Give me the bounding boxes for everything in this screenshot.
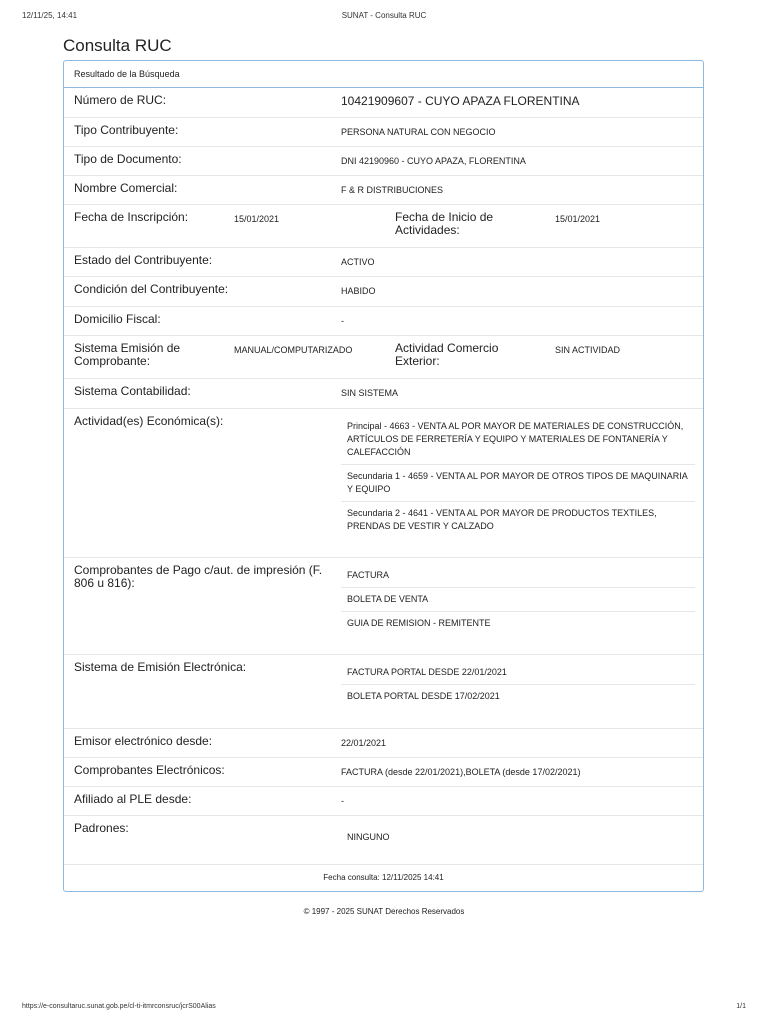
row-ruc — [64, 88, 703, 118]
condicion-value: HABIDO — [341, 286, 376, 296]
row-comprobantes-pago — [64, 558, 703, 655]
result-panel — [63, 60, 704, 892]
copyright: © 1997 - 2025 SUNAT Derechos Reservados — [303, 907, 465, 916]
row-emisor-desde — [64, 729, 703, 758]
list-item: BOLETA DE VENTA — [341, 588, 695, 612]
row-condicion — [64, 277, 703, 307]
sistema-contabilidad-label: Sistema Contabilidad: — [74, 384, 191, 398]
list-item: BOLETA PORTAL DESDE 17/02/2021 — [347, 691, 500, 701]
actividades-list — [341, 415, 695, 538]
list-item: FACTURA PORTAL DESDE 22/01/2021 — [341, 661, 695, 685]
sistema-emision-label: Sistema Emisión de Comprobante: — [74, 341, 181, 368]
list-item: NINGUNO — [347, 832, 390, 842]
sistema-emision-value: MANUAL/COMPUTARIZADO — [234, 345, 353, 355]
fecha-consulta: Fecha consulta: 12/11/2025 14:41 — [323, 873, 444, 882]
row-estado — [64, 248, 703, 277]
row-sistema-contabilidad — [64, 379, 703, 409]
tipo-contribuyente-value: PERSONA NATURAL CON NEGOCIO — [341, 127, 496, 137]
fecha-inscripcion-label: Fecha de Inscripción: — [74, 210, 189, 224]
sistema-contabilidad-value: SIN SISTEMA — [341, 388, 399, 398]
row-padrones — [64, 816, 703, 865]
comprobantes-pago-label: Comprobantes de Pago c/aut. de impresión (F. 806 u 816): — [74, 563, 323, 590]
row-fechas — [64, 205, 703, 248]
row-sistema-emision-electronica — [64, 655, 703, 729]
print-page-number: 1/1 — [736, 1003, 746, 1010]
domicilio-label: Domicilio Fiscal: — [74, 312, 161, 326]
fecha-inscripcion-value: 15/01/2021 — [234, 214, 280, 224]
row-domicilio — [64, 307, 703, 336]
padrones-label: Padrones: — [74, 821, 129, 835]
sistema-emision-electronica-label: Sistema de Emisión Electrónica: — [74, 660, 247, 674]
tipo-documento-value: DNI 42190960 - CUYO APAZA, FLORENTINA — [341, 156, 526, 166]
row-afiliado-ple — [64, 787, 703, 816]
comprobantes-pago-list — [341, 564, 695, 635]
list-item: Principal - 4663 - VENTA AL POR MAYOR DE MATERIALES DE CONSTRUCCIÓN, ARTÍCULOS DE FERRETERÍA Y EQUIPO Y MATERIALES DE FONTANERÍA Y CALEFACCIÓN — [341, 415, 695, 465]
nombre-comercial-label: Nombre Comercial: — [74, 181, 178, 195]
actividad-comercio-value: SIN ACTIVIDAD — [555, 345, 621, 355]
sistema-emision-electronica-list — [341, 661, 695, 708]
padrones-list — [341, 826, 695, 849]
fecha-inicio-label: Fecha de Inicio de Actividades: — [395, 210, 494, 237]
panel-heading: Resultado de la Búsqueda — [64, 61, 703, 88]
fecha-inicio-value: 15/01/2021 — [555, 214, 601, 224]
nombre-comercial-value: F & R DISTRIBUCIONES — [341, 185, 444, 195]
emisor-desde-value: 22/01/2021 — [341, 738, 387, 748]
page-title: Consulta RUC — [63, 36, 172, 55]
domicilio-value: - — [341, 316, 344, 326]
row-nombre-comercial — [64, 176, 703, 205]
list-item: Secundaria 2 - 4641 - VENTA AL POR MAYOR DE PRODUCTOS TEXTILES, PRENDAS DE VESTIR Y CALZADO — [347, 508, 657, 531]
print-url: https://e-consultaruc.sunat.gob.pe/cl-ti-itmrconsruc/jcrS00Alias — [22, 1003, 216, 1010]
estado-value: ACTIVO — [341, 257, 375, 267]
estado-label: Estado del Contribuyente: — [74, 253, 213, 267]
print-tab-title: SUNAT - Consulta RUC — [341, 11, 427, 20]
comprobantes-electronicos-value: FACTURA (desde 22/01/2021),BOLETA (desde 17/02/2021) — [341, 767, 581, 777]
tipo-documento-label: Tipo de Documento: — [74, 152, 182, 166]
actividad-comercio-label: Actividad Comercio Exterior: — [395, 341, 499, 368]
row-sistema-emision — [64, 336, 703, 379]
row-actividades — [64, 409, 703, 558]
list-item: GUIA DE REMISION - REMITENTE — [347, 618, 491, 628]
row-tipo-documento — [64, 147, 703, 176]
row-tipo-contribuyente — [64, 118, 703, 147]
ruc-value: 10421909607 - CUYO APAZA FLORENTINA — [341, 94, 580, 108]
actividades-label: Actividad(es) Económica(s): — [74, 414, 224, 428]
condicion-label: Condición del Contribuyente: — [74, 282, 229, 296]
print-timestamp: 12/11/25, 14:41 — [22, 11, 78, 20]
comprobantes-electronicos-label: Comprobantes Electrónicos: — [74, 763, 225, 777]
emisor-desde-label: Emisor electrónico desde: — [74, 734, 213, 748]
ruc-label: Número de RUC: — [74, 93, 167, 107]
row-comprobantes-electronicos — [64, 758, 703, 787]
afiliado-ple-value: - — [341, 796, 344, 806]
list-item: Secundaria 1 - 4659 - VENTA AL POR MAYOR DE OTROS TIPOS DE MAQUINARIA Y EQUIPO — [341, 465, 695, 502]
list-item: FACTURA — [341, 564, 695, 588]
tipo-contribuyente-label: Tipo Contribuyente: — [74, 123, 179, 137]
afiliado-ple-label: Afiliado al PLE desde: — [74, 792, 192, 806]
